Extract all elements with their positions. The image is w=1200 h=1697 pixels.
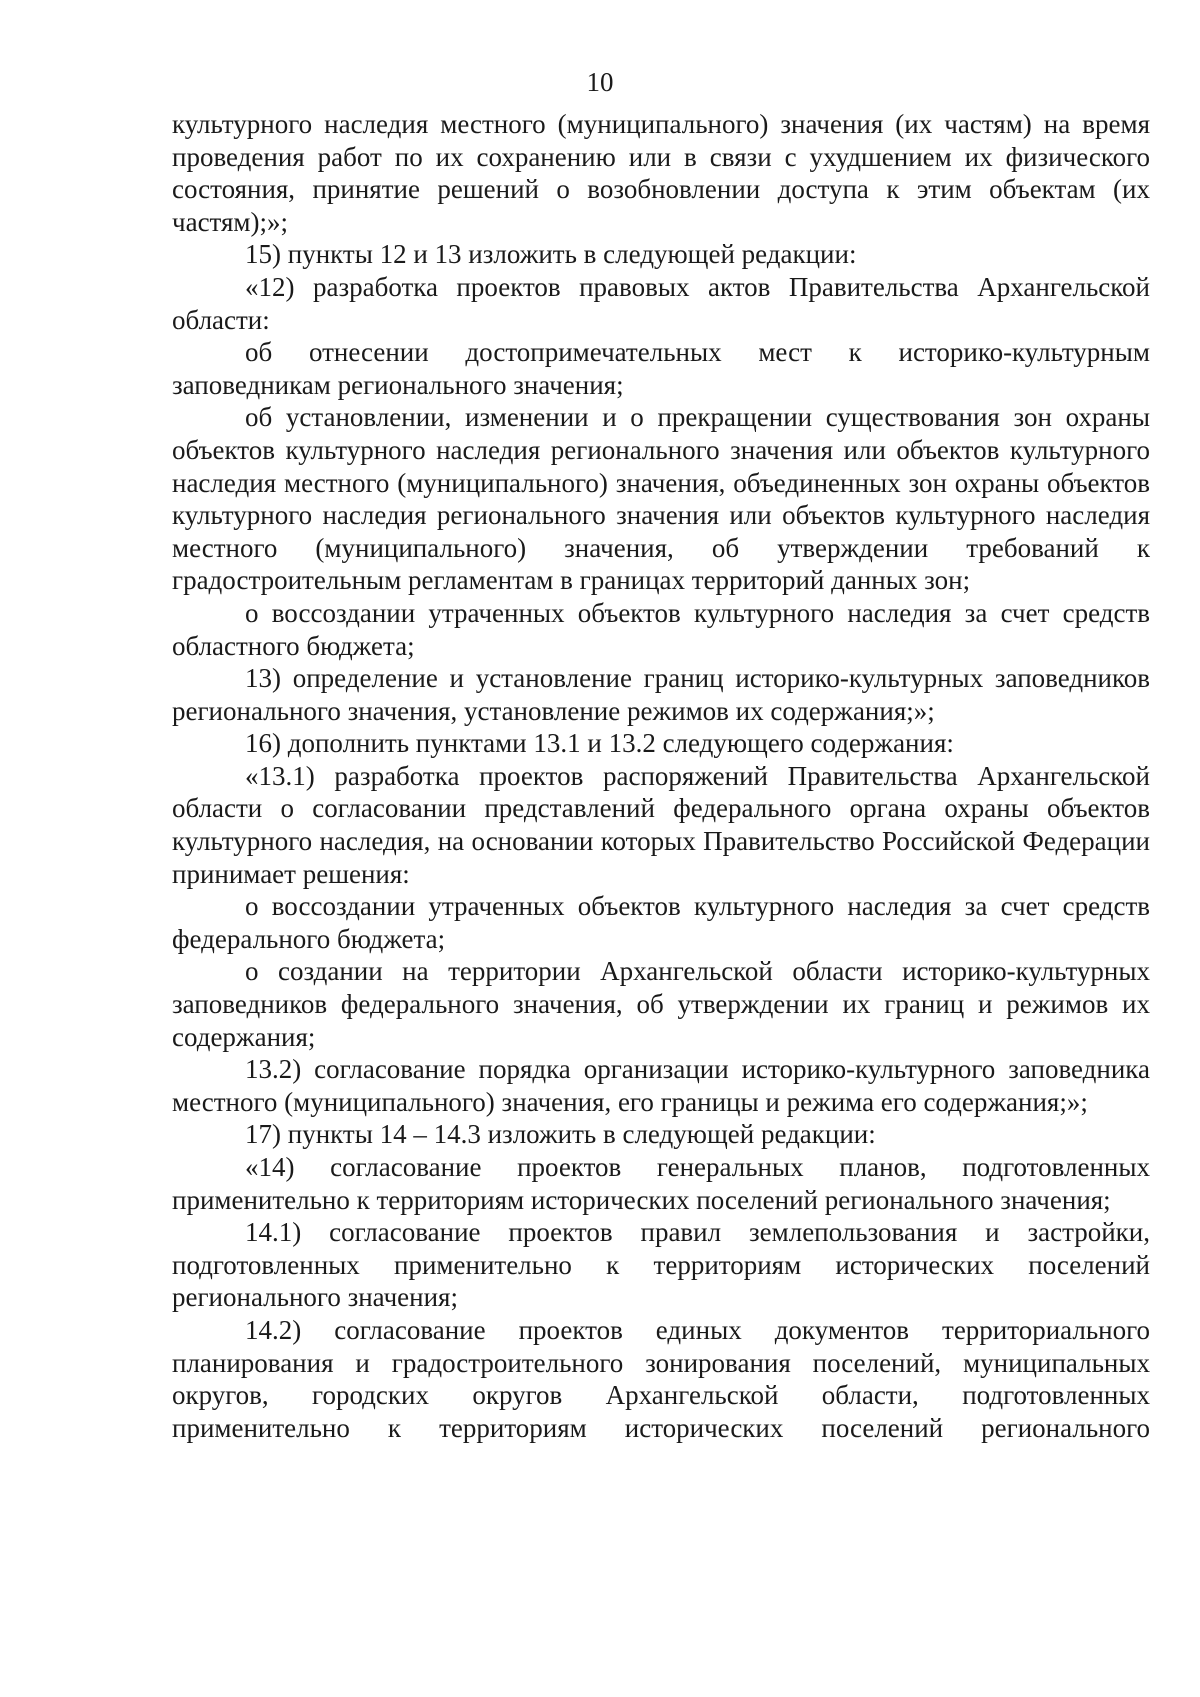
paragraph-3: «12) разработка проектов правовых актов Правительства Архангельской области:: [172, 271, 1150, 335]
paragraph-6: о воссоздании утраченных объектов культурного наследия за счет средств областного бюджета;: [172, 597, 1150, 661]
paragraph-5: об установлении, изменении и о прекращении существования зон охраны объектов культурного наследия регионального значения или объектов культурного наследия местного (муниципального) значения, объединенных зон охраны объектов культурного наследия регионального значения или объектов культурного наследия местного (муниципального) значения, об утверждении требований к градостроительным регламентам в границах территорий данных зон;: [172, 402, 1150, 596]
paragraph-14: «14) согласование проектов генеральных планов, подготовленных применительно к территориям исторических поселений регионального значения;: [172, 1152, 1150, 1215]
paragraph-9: «13.1) разработка проектов распоряжений Правительства Архангельской области о согласовании представлений федерального органа охраны объектов культурного наследия, на основании которых Правительство Российской Федерации принимает решения:: [172, 760, 1150, 889]
paragraph-4: об отнесении достопримечательных мест к историко-культурным заповедникам регионального значения;: [172, 337, 1150, 400]
paragraph-12: 13.2) согласование порядка организации историко-культурного заповедника местного (муниципального) значения, его границы и режима его содержания;»;: [172, 1054, 1150, 1117]
paragraph-11: о создании на территории Архангельской области историко-культурных заповедников федерального значения, об утверждении их границ и режимов их содержания;: [172, 956, 1150, 1052]
paragraph-13: 17) пункты 14 – 14.3 изложить в следующей редакции:: [245, 1119, 876, 1150]
paragraph-16: 14.2) согласование проектов единых документов территориального планирования и градостроительного зонирования поселений, муниципальных округов, городских округов Архангельской области, подготовленных применительно к территориям исторических поселений регионального: [172, 1314, 1150, 1443]
paragraph-10: о воссоздании утраченных объектов культурного наследия за счет средств федерального бюджета;: [172, 891, 1150, 954]
paragraph-1: культурного наследия местного (муниципального) значения (их частям) на время проведения работ по их сохранению или в связи с ухудшением их физического состояния, принятие решений о возобновлении доступа к этим объектам (их частям);»;: [172, 109, 1150, 237]
paragraph-2: 15) пункты 12 и 13 изложить в следующей редакции:: [245, 239, 857, 270]
page-number: 10: [586, 67, 614, 97]
paragraph-7: 13) определение и установление границ историко-культурных заповедников регионального значения, установление режимов их содержания;»;: [172, 663, 1150, 726]
paragraph-8: 16) дополнить пунктами 13.1 и 13.2 следующего содержания:: [245, 728, 954, 759]
document-body: [172, 108, 1150, 1444]
paragraph-15: 14.1) согласование проектов правил землепользования и застройки, подготовленных применительно к территориям исторических поселений регионального значения;: [172, 1217, 1150, 1313]
